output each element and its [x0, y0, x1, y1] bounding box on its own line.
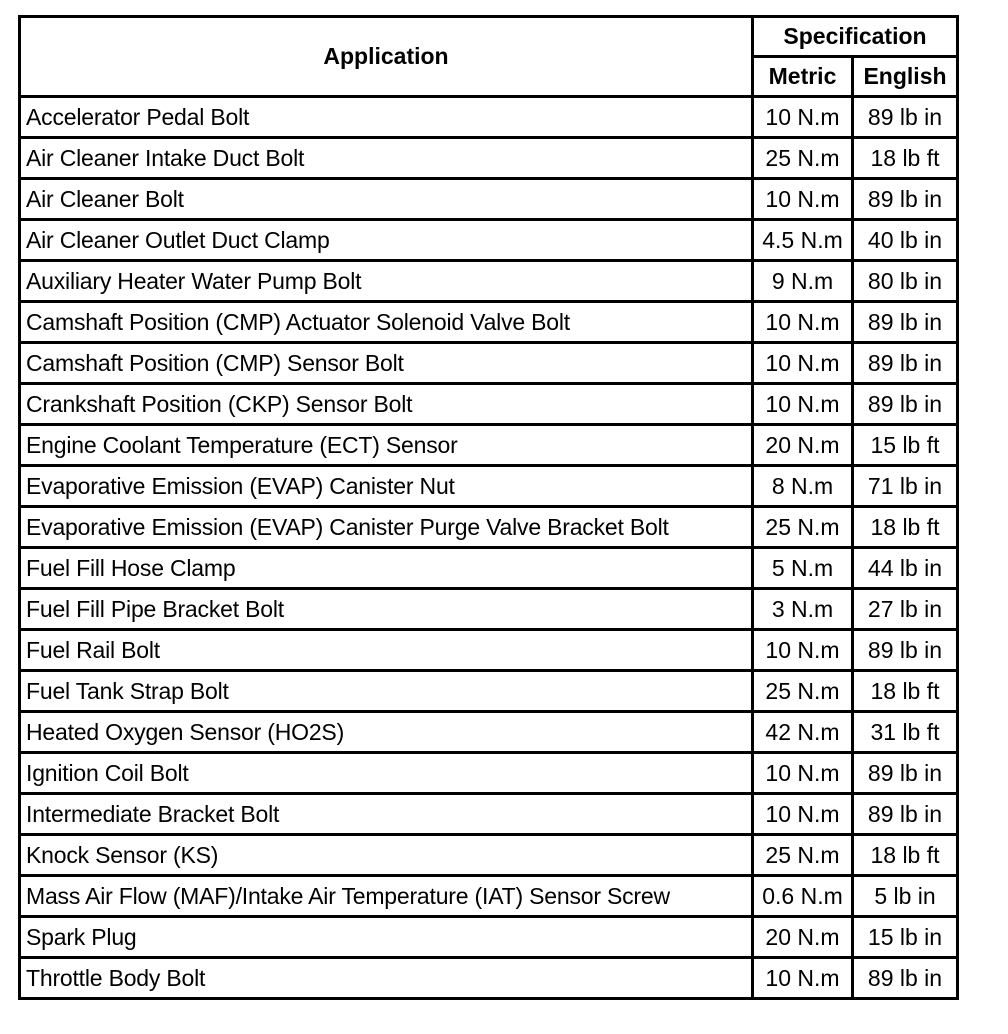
metric-value-cell: 9 N.m [753, 261, 853, 302]
table-row [20, 917, 958, 958]
english-value-cell: 89 lb in [853, 630, 958, 671]
application-cell: Spark Plug [20, 917, 753, 958]
english-value-cell: 89 lb in [853, 753, 958, 794]
application-cell: Mass Air Flow (MAF)/Intake Air Temperature (IAT) Sensor Screw [20, 876, 753, 917]
english-value-cell: 89 lb in [853, 302, 958, 343]
metric-value-cell: 4.5 N.m [753, 220, 853, 261]
metric-value-cell: 10 N.m [753, 794, 853, 835]
application-cell: Heated Oxygen Sensor (HO2S) [20, 712, 753, 753]
application-cell: Evaporative Emission (EVAP) Canister Nut [20, 466, 753, 507]
application-cell: Fuel Fill Pipe Bracket Bolt [20, 589, 753, 630]
metric-value-cell: 10 N.m [753, 753, 853, 794]
english-value-cell: 80 lb in [853, 261, 958, 302]
english-value-cell: 15 lb ft [853, 425, 958, 466]
table-row [20, 876, 958, 917]
metric-header: Metric [753, 57, 853, 97]
metric-value-cell: 3 N.m [753, 589, 853, 630]
english-value-cell: 5 lb in [853, 876, 958, 917]
table-row [20, 835, 958, 876]
application-cell: Air Cleaner Outlet Duct Clamp [20, 220, 753, 261]
application-cell: Knock Sensor (KS) [20, 835, 753, 876]
table-row [20, 671, 958, 712]
application-cell: Throttle Body Bolt [20, 958, 753, 999]
table-row [20, 97, 958, 138]
metric-value-cell: 25 N.m [753, 671, 853, 712]
metric-value-cell: 25 N.m [753, 507, 853, 548]
metric-value-cell: 20 N.m [753, 425, 853, 466]
table-row [20, 302, 958, 343]
application-cell: Fuel Tank Strap Bolt [20, 671, 753, 712]
english-value-cell: 89 lb in [853, 97, 958, 138]
table-row [20, 425, 958, 466]
table-row [20, 548, 958, 589]
application-cell: Crankshaft Position (CKP) Sensor Bolt [20, 384, 753, 425]
metric-value-cell: 10 N.m [753, 630, 853, 671]
specification-header: Specification [753, 17, 958, 57]
table-row [20, 958, 958, 999]
metric-value-cell: 10 N.m [753, 302, 853, 343]
application-cell: Fuel Fill Hose Clamp [20, 548, 753, 589]
application-cell: Air Cleaner Bolt [20, 179, 753, 220]
metric-value-cell: 10 N.m [753, 384, 853, 425]
metric-value-cell: 10 N.m [753, 97, 853, 138]
metric-value-cell: 20 N.m [753, 917, 853, 958]
english-value-cell: 89 lb in [853, 343, 958, 384]
fastener-specification-table [18, 15, 959, 1000]
english-value-cell: 27 lb in [853, 589, 958, 630]
application-cell: Camshaft Position (CMP) Actuator Solenoid Valve Bolt [20, 302, 753, 343]
application-cell: Air Cleaner Intake Duct Bolt [20, 138, 753, 179]
table-row [20, 343, 958, 384]
english-value-cell: 89 lb in [853, 958, 958, 999]
english-value-cell: 18 lb ft [853, 138, 958, 179]
english-header: English [853, 57, 958, 97]
table-row [20, 794, 958, 835]
table-body [20, 97, 958, 999]
metric-value-cell: 8 N.m [753, 466, 853, 507]
metric-value-cell: 25 N.m [753, 835, 853, 876]
metric-value-cell: 10 N.m [753, 958, 853, 999]
application-cell: Fuel Rail Bolt [20, 630, 753, 671]
english-value-cell: 71 lb in [853, 466, 958, 507]
table-row [20, 466, 958, 507]
table-row [20, 384, 958, 425]
application-cell: Camshaft Position (CMP) Sensor Bolt [20, 343, 753, 384]
application-header: Application [20, 17, 753, 97]
english-value-cell: 18 lb ft [853, 835, 958, 876]
application-cell: Evaporative Emission (EVAP) Canister Purge Valve Bracket Bolt [20, 507, 753, 548]
table-row [20, 261, 958, 302]
english-value-cell: 18 lb ft [853, 507, 958, 548]
table-row [20, 179, 958, 220]
table-row [20, 138, 958, 179]
english-value-cell: 18 lb ft [853, 671, 958, 712]
metric-value-cell: 0.6 N.m [753, 876, 853, 917]
table-row [20, 753, 958, 794]
application-cell: Auxiliary Heater Water Pump Bolt [20, 261, 753, 302]
english-value-cell: 15 lb in [853, 917, 958, 958]
table-row [20, 507, 958, 548]
table-header [20, 17, 958, 97]
application-cell: Ignition Coil Bolt [20, 753, 753, 794]
header-row-top [20, 17, 958, 57]
metric-value-cell: 25 N.m [753, 138, 853, 179]
metric-value-cell: 42 N.m [753, 712, 853, 753]
metric-value-cell: 10 N.m [753, 343, 853, 384]
metric-value-cell: 5 N.m [753, 548, 853, 589]
english-value-cell: 40 lb in [853, 220, 958, 261]
metric-value-cell: 10 N.m [753, 179, 853, 220]
english-value-cell: 31 lb ft [853, 712, 958, 753]
application-cell: Engine Coolant Temperature (ECT) Sensor [20, 425, 753, 466]
application-cell: Intermediate Bracket Bolt [20, 794, 753, 835]
table-row [20, 630, 958, 671]
table-row [20, 589, 958, 630]
english-value-cell: 89 lb in [853, 794, 958, 835]
english-value-cell: 89 lb in [853, 179, 958, 220]
application-cell: Accelerator Pedal Bolt [20, 97, 753, 138]
table-row [20, 712, 958, 753]
table-row [20, 220, 958, 261]
english-value-cell: 89 lb in [853, 384, 958, 425]
english-value-cell: 44 lb in [853, 548, 958, 589]
